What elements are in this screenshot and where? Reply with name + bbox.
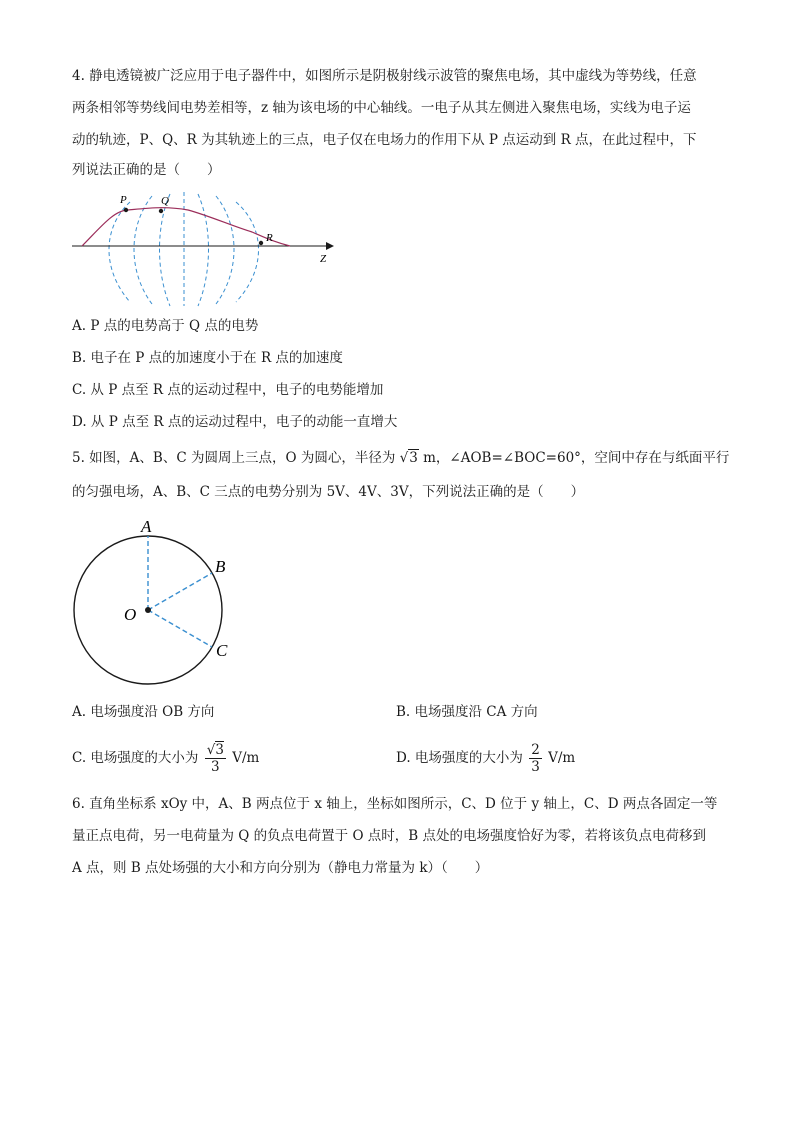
q5-option-d	[396, 740, 575, 776]
radius-ob	[148, 573, 212, 610]
q5-option-b: B. 电场强度沿 CA 方向	[396, 704, 538, 720]
z-axis-arrow-icon	[326, 242, 334, 250]
q5-line-2: 的匀强电场，A、B、C 三点的电势分别为 5V、4V、3V，下列说法正确的是（ ）	[72, 484, 585, 500]
label-p: P	[120, 194, 127, 206]
fraction-numerator: √3	[206, 742, 224, 758]
q4-line-4: 列说法正确的是（ ）	[72, 162, 221, 178]
label-a: A	[141, 517, 152, 536]
q6-line-3: A 点，则 B 点处场强的大小和方向分别为（静电力常量为 k）（ ）	[72, 860, 489, 876]
fraction-sqrt3-over-3	[205, 742, 226, 775]
q4-line-3: 动的轨迹，P、Q、R 为其轨迹上的三点，电子仅在电场力的作用下从 P 点运动到 R 点，在此过程中，下	[72, 132, 697, 148]
label-b: B	[215, 557, 226, 576]
equipotential-line	[236, 202, 259, 302]
q5-option-c-unit: V/m	[232, 750, 260, 766]
label-q: Q	[161, 195, 169, 207]
fraction-2-over-3	[529, 742, 542, 775]
q5-option-d-text: D. 电场强度的大小为	[396, 750, 523, 766]
q5-line-1	[72, 448, 729, 468]
q4-line-1: 4. 静电透镜被广泛应用于电子器件中，如图所示是阴极射线示波管的聚焦电场，其中虚线为等势线，任意	[72, 68, 697, 84]
fraction-denominator: 3	[211, 759, 220, 775]
q5-option-c-text: C. 电场强度的大小为	[72, 750, 199, 766]
point-r-dot	[259, 241, 263, 245]
sqrt-radius: √3	[399, 450, 418, 466]
radius-oc	[148, 610, 212, 647]
q5-option-d-unit: V/m	[548, 750, 576, 766]
q4-focusing-field-figure	[70, 188, 340, 310]
fraction-numerator: 2	[531, 742, 540, 758]
q4-option-b: B. 电子在 P 点的加速度小于在 R 点的加速度	[72, 350, 343, 366]
q4-option-c: C. 从 P 点至 R 点的运动过程中，电子的电势能增加	[72, 382, 384, 398]
q5-line-1-start: 5. 如图，A、B、C 为圆周上三点，O 为圆心，半径为	[72, 450, 396, 466]
label-z: Z	[320, 253, 327, 265]
q5-circle-figure	[68, 512, 238, 688]
point-q-dot	[159, 209, 163, 213]
label-o: O	[124, 605, 137, 624]
equipotential-line	[134, 196, 152, 304]
q4-line-2: 两条相邻等势线间电势差相等，z 轴为该电场的中心轴线。一电子从其左侧进入聚焦电场，实线为电子运	[72, 100, 691, 116]
point-p-dot	[124, 208, 128, 212]
center-o-dot	[145, 607, 151, 613]
radius-lines	[148, 536, 212, 647]
equipotential-line	[216, 196, 234, 304]
q5-option-a: A. 电场强度沿 OB 方向	[72, 704, 215, 720]
q5-option-c	[72, 740, 259, 776]
label-c: C	[216, 641, 228, 660]
equipotential-line	[198, 194, 209, 306]
q6-line-2: 量正点电荷，另一电荷量为 Q 的负点电荷置于 O 点时，B 点处的电场强度恰好为零，若将该负点电荷移到	[72, 828, 707, 844]
q6-line-1: 6. 直角坐标系 xOy 中，A、B 两点位于 x 轴上，坐标如图所示，C、D 位于 y 轴上，C、D 两点各固定一等	[72, 796, 718, 812]
q4-option-d: D. 从 P 点至 R 点的运动过程中，电子的动能一直增大	[72, 414, 398, 430]
q4-option-a: A. P 点的电势高于 Q 点的电势	[72, 318, 259, 334]
label-r: R	[266, 232, 273, 244]
sqrt-radicand: 3	[409, 450, 418, 466]
fraction-denominator: 3	[531, 759, 540, 775]
q5-line-1-end: m，∠AOB=∠BOC=60°，空间中存在与纸面平行	[423, 450, 730, 466]
